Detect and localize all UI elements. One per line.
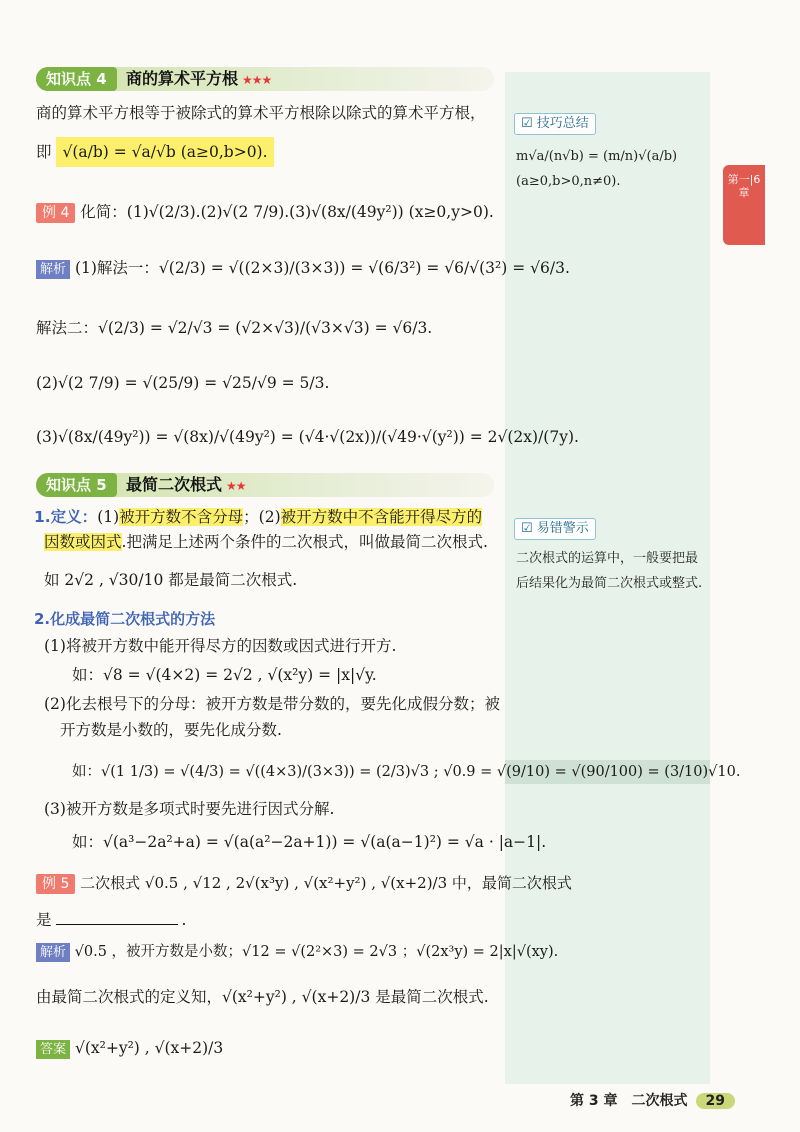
answer-tag: 答案 — [36, 1040, 70, 1059]
kp5-tag: 知识点 5 — [36, 473, 117, 497]
tip-icon: ☑ — [521, 116, 533, 131]
method-heading: 2.化成最简二次根式的方法 — [34, 610, 216, 628]
method-step3: (3)被开方数是多项式时要先进行因式分解. — [44, 800, 335, 818]
definition-line2: 因数或因式.把满足上述两个条件的二次根式，叫做最简二次根式. — [44, 533, 488, 551]
error-warning-text: 二次根式的运算中，一般要把最后结果化为最简二次根式或整式. — [516, 551, 703, 591]
solution-5-line1: 解析 √0.5 ，被开方数是小数；√12 = √(2²×3) = 2√3 ；√(2x³y) = 2|x|√(xy). — [36, 940, 558, 964]
method-step2-example: 如：√(1 1/3) = √(4/3) = √((4×3)/(3×3)) = (2/3)√3 ; √0.9 = √(9/10) = √(90/100) = (3/10)√10. — [72, 764, 741, 780]
kp5-title: 最简二次根式 ★★ — [126, 475, 246, 494]
solution-4-line2: 解法二：√(2/3) = √2/√3 = (√2×√3)/(√3×√3) = √6/3. — [36, 319, 433, 337]
kp4-formula-line: 即 √(a/b) = √a/√b (a≥0,b>0). — [36, 140, 274, 164]
example-4-tag: 例 4 — [36, 203, 75, 223]
solution-4-tag: 解析 — [36, 260, 70, 279]
kp4-formula: √(a/b) = √a/√b (a≥0,b>0). — [56, 137, 273, 167]
method-step1-example: 如：√8 = √(4×2) = 2√2 , √(x²y) = |x|√y. — [72, 666, 377, 684]
page-footer — [570, 1090, 735, 1110]
answer-blank[interactable] — [56, 908, 178, 925]
solution-4-line3: (2)√(2 7/9) = √(25/9) = √25/√9 = 5/3. — [36, 374, 330, 392]
solution-5-line2: 由最简二次根式的定义知，√(x²+y²) , √(x+2)/3 是最简二次根式. — [36, 988, 489, 1006]
difficulty-stars: ★★ — [226, 479, 246, 493]
example-4-text: 化简：(1)√(2/3).(2)√(2 7/9).(3)√(8x/(49y²)) (x≥0,y>0). — [80, 203, 494, 221]
tip-formula: m√a/(n√b) = (m/n)√(a/b) (a≥0,b>0,n≠0). — [516, 149, 678, 189]
kp4-text: 商的算术平方根等于被除式的算术平方根除以除式的算术平方根， — [36, 104, 486, 122]
answer-5: 答案 √(x²+y²) , √(x+2)/3 — [36, 1036, 223, 1060]
page-number: 29 — [696, 1093, 735, 1109]
method-step2-line1: (2)化去根号下的分母：被开方数是带分数的，要先化成假分数；被 — [44, 695, 500, 713]
example-4 — [36, 200, 494, 224]
warning-icon: ☑ — [521, 521, 533, 536]
solution-4-line4: (3)√(8x/(49y²)) = √(8x)/√(49y²) = (√4·√(2x))/(√49·√(y²)) = 2√(2x)/(7y). — [36, 428, 579, 446]
definition-example: 如 2√2 , √30/10 都是最简二次根式. — [44, 571, 298, 589]
footer-chapter: 第 3 章 二次根式 — [570, 1093, 688, 1109]
solution-5-tag: 解析 — [36, 943, 70, 962]
error-warning-heading: ☑ 易错警示 — [514, 518, 596, 540]
example-5-blank-line: 是 . — [36, 908, 186, 932]
tip-summary-heading: ☑ 技巧总结 — [514, 113, 596, 135]
difficulty-stars: ★★★ — [242, 73, 272, 87]
solution-4-line1: 解析 (1)解法一：√(2/3) = √((2×3)/(3×3)) = √(6/3²) = √6/√(3²) = √6/3. — [36, 256, 570, 280]
method-step3-example: 如：√(a³−2a²+a) = √(a(a²−2a+1)) = √(a(a−1)²) = √a · |a−1|. — [72, 833, 547, 851]
definition-line1: 1.定义：(1)被开方数不含分母；(2)被开方数中不含能开得尽方的 — [34, 508, 483, 526]
example-5 — [36, 871, 572, 895]
kp4-tag: 知识点 4 — [36, 67, 117, 91]
method-step1: (1)将被开方数中能开得尽方的因数或因式进行开方. — [44, 637, 397, 655]
kp4-title: 商的算术平方根 ★★★ — [126, 69, 272, 88]
method-step2-line2: 开方数是小数的，要先化成分数. — [60, 721, 282, 739]
chapter-tab[interactable]: 第一|6章 — [723, 165, 765, 245]
example-5-text: 二次根式 √0.5 , √12 , 2√(x³y) , √(x²+y²) , √(x+2)/3 中，最简二次根式 — [80, 874, 572, 892]
example-5-tag: 例 5 — [36, 874, 75, 894]
